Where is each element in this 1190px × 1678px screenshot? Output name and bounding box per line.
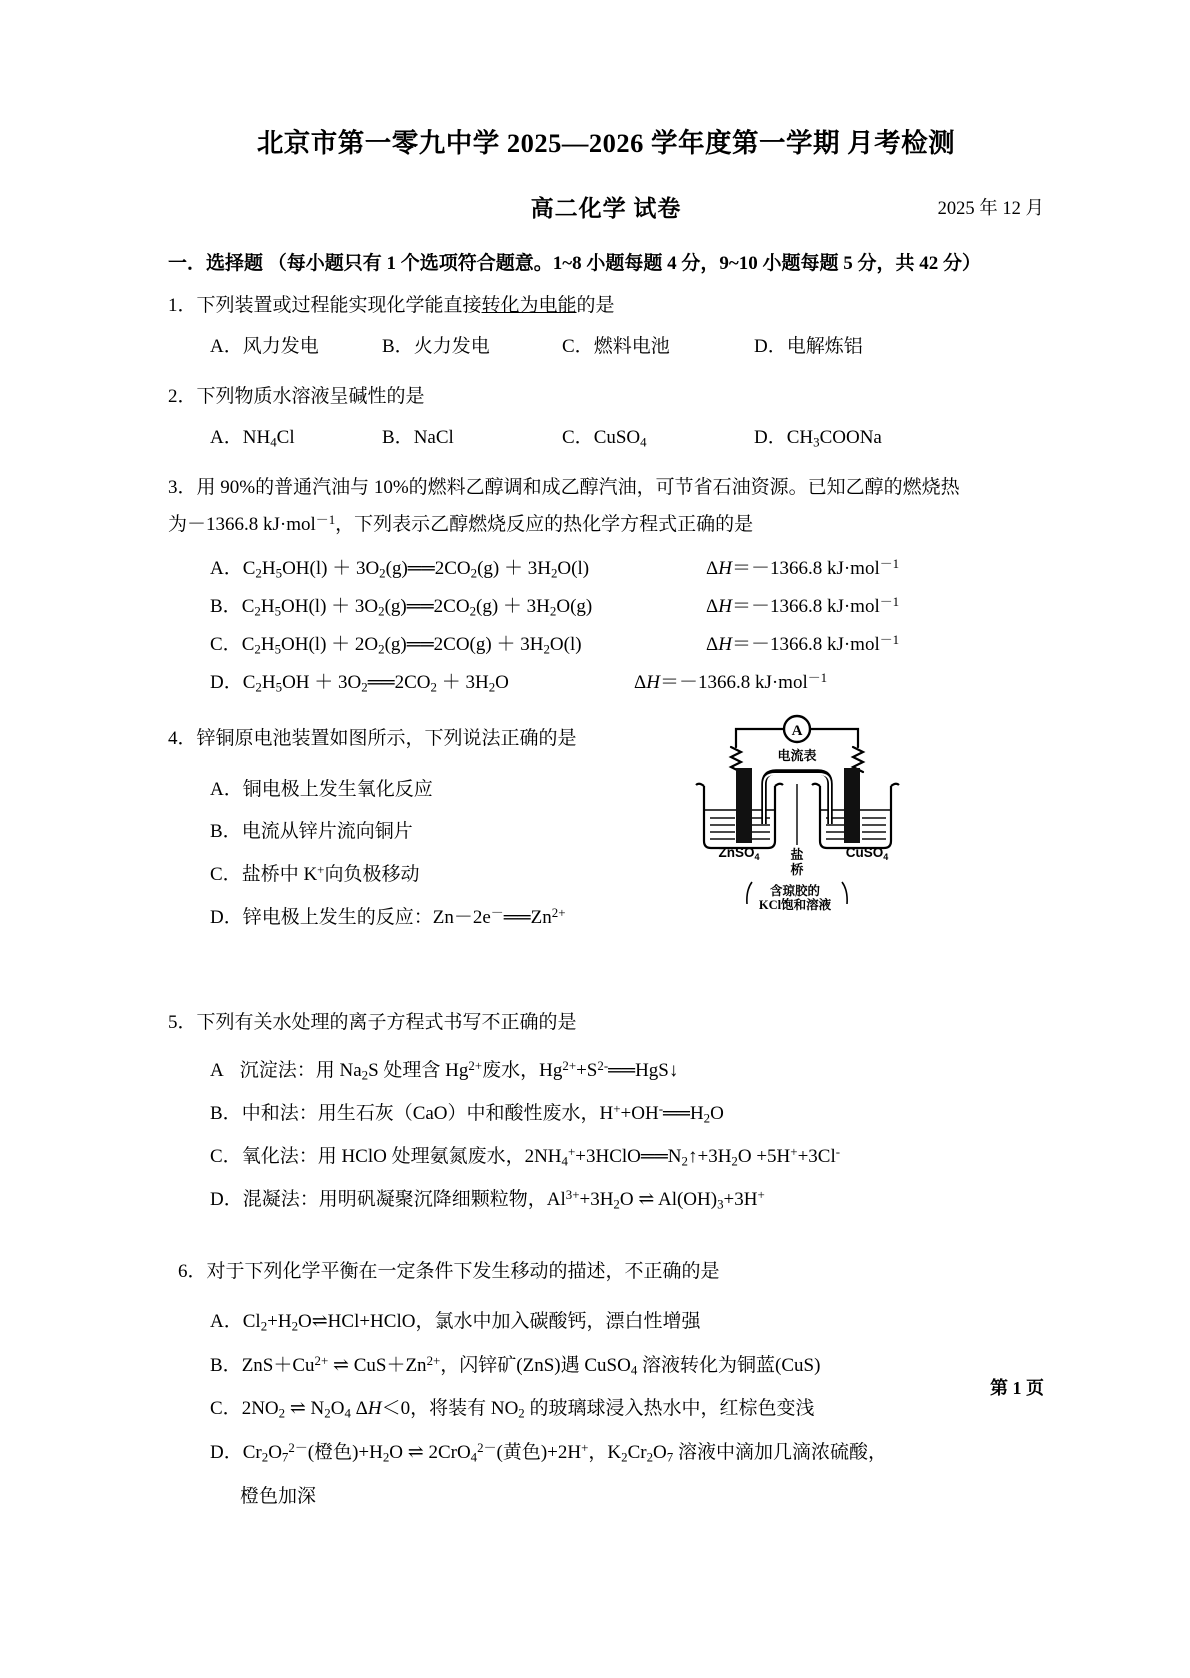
option-6-a-label: A． xyxy=(210,1311,243,1333)
option-6-d-cont xyxy=(240,1475,1044,1519)
page-number: 第 1 页 xyxy=(990,1378,1044,1398)
salt-bridge-caption xyxy=(700,884,890,912)
option-1-b-text: 火力发电 xyxy=(413,335,490,357)
option-3-d-label: D． xyxy=(210,671,243,693)
option-1-c-text: 燃料电池 xyxy=(593,335,670,357)
question-1-stem-underline: 转化为电能 xyxy=(481,294,577,316)
question-6-options xyxy=(210,1300,1044,1518)
question-1-stem-pre: 下列装置或过程能实现化学能直接 xyxy=(196,294,482,316)
left-beaker-label: ZnSO$_4$ xyxy=(718,845,760,862)
option-1-a-label: A． xyxy=(210,335,243,357)
option-1-d-label: D． xyxy=(754,335,787,357)
option-2-c-label: C． xyxy=(562,426,594,448)
option-3-d[interactable]: D．$C_2H_5OH$ ＋ $3O_2══2CO_2 + 3H_2O$ ΔH＝－1366.8 kJ·mol$^{-1}$ xyxy=(210,664,1044,702)
question-6 xyxy=(168,1257,1044,1518)
question-2-stem xyxy=(168,382,1044,413)
option-6-d[interactable]: D．$Cr_2O_7^{2-}$(橙色)$+H_2O$ ⇌ 2CrO$_4^{2-}$(黄色)+2H+，$K_2Cr_2O_7$ 溶液中滴加几滴浓硫酸， xyxy=(210,1440,887,1465)
option-2-a[interactable]: A．$NH_4Cl$ xyxy=(210,426,295,450)
option-3-c-label: C． xyxy=(210,633,242,655)
option-6-c[interactable]: C．$2NO_2$ ⇌ $N_2O_4$ ΔH＜0，将装有 $NO_2$ 的玻璃球浸入热水中，红棕色变浅 xyxy=(210,1398,815,1422)
question-2-options xyxy=(210,423,1044,453)
exam-date: 2025 年 12 月 xyxy=(937,199,1044,220)
right-beaker-label: CuSO$_4$ xyxy=(845,845,889,862)
question-3-line1: 用 90%的普通汽油与 10%的燃料乙醇调和成乙醇汽油，可节省石油资源。已知乙醇的燃烧热 xyxy=(196,477,960,499)
option-2-b[interactable]: B．NaCl xyxy=(382,426,454,448)
option-3-c[interactable]: C．$C_2H_5OH(l)$ ＋ $2O_2(g)══2CO(g) + 3H_2O(l)$ ΔH＝－1366.8 kJ·mol$^{-1}$ xyxy=(210,626,1044,664)
option-6-d-cont-text: 橙色加深 xyxy=(240,1485,317,1507)
question-6-stem xyxy=(178,1257,1044,1288)
ammeter-symbol: A xyxy=(791,723,803,739)
option-1-d-text: 电解炼铝 xyxy=(786,335,863,357)
option-4-b-label: B． xyxy=(210,821,242,843)
option-3-a[interactable]: A．$C_2H_5OH(l)$ ＋ $3O_2(g)══2CO_2(g) + 3H_2O(l)$ ΔH＝－1366.8 kJ·mol$^{-1}$ xyxy=(210,550,1044,588)
option-2-b-label: B． xyxy=(382,426,414,448)
caption-line-1: 含琼胶的 xyxy=(769,884,820,898)
option-4-a-label: A． xyxy=(210,778,243,800)
option-4-b-text: 电流从锌片流向铜片 xyxy=(241,821,413,843)
question-2 xyxy=(168,382,1044,453)
option-6-b[interactable]: B．$ZnS+Cu^{2+}$ ⇌ $CuS+Zn^{2+}$，闪锌矿(ZnS)遇 CuSO$_4$ 溶液转化为铜蓝(CuS) xyxy=(210,1352,821,1378)
option-3-b-dh: ΔH＝－1366.8 kJ·mol$^{-1}$ xyxy=(706,593,900,617)
option-4-a-text: 铜电极上发生氧化反应 xyxy=(242,778,433,800)
option-4-d[interactable]: D．锌电极上发生的反应：$Zn-2e^-══Zn^{2+}$ xyxy=(210,904,566,928)
option-3-a-dh: ΔH＝－1366.8 kJ·mol$^{-1}$ xyxy=(706,555,900,579)
section-heading: 一．选择题 （每小题只有 1 个选项符合题意。1~8 小题每题 4 分，9~10 小题每题 5 分，共 42 分） xyxy=(168,253,982,275)
option-5-b[interactable]: B．中和法：用生石灰（CaO）中和酸性废水，$H^++OH^-══H_2O$ xyxy=(210,1101,724,1126)
question-2-number: 2． xyxy=(168,386,197,408)
caption-line-2: KCl饱和溶液 xyxy=(758,898,832,912)
question-1-stem-post: 的是 xyxy=(576,294,615,316)
option-3-d-dh: ΔH＝－1366.8 kJ·mol$^{-1}$ xyxy=(634,669,828,693)
option-2-a-label: A． xyxy=(210,426,243,448)
option-4-a[interactable] xyxy=(210,769,1044,812)
option-5-b-label: B． xyxy=(210,1103,242,1125)
question-2-stem-text: 下列物质水溶液呈碱性的是 xyxy=(196,386,425,408)
question-1-options xyxy=(210,332,1044,362)
question-4-stem-text: 锌铜原电池装置如图所示，下列说法正确的是 xyxy=(196,727,577,749)
question-6-stem-text: 对于下列化学平衡在一定条件下发生移动的描述，不正确的是 xyxy=(206,1261,720,1283)
option-5-d-label: D． xyxy=(210,1188,243,1210)
option-1-b[interactable] xyxy=(382,332,562,362)
question-6-number: 6． xyxy=(178,1261,207,1283)
subtitle-row xyxy=(168,190,1044,224)
question-3-number: 3． xyxy=(168,477,197,499)
question-1-number: 1． xyxy=(168,294,197,316)
option-6-b-label: B． xyxy=(210,1354,242,1376)
question-3-stem-line1 xyxy=(168,473,1044,504)
question-3 xyxy=(168,473,1044,702)
question-4-number: 4． xyxy=(168,727,197,749)
salt-bridge-label-1: 盐 xyxy=(790,847,804,862)
option-4-c-label: C． xyxy=(210,864,242,886)
option-3-b[interactable]: B．$C_2H_5OH(l)$ ＋ $3O_2(g)══2CO_2(g) + 3H_2O(g)$ ΔH＝－1366.8 kJ·mol$^{-1}$ xyxy=(210,588,1044,626)
question-5 xyxy=(168,1008,1044,1222)
option-1-a-text: 风力发电 xyxy=(242,335,319,357)
question-5-stem-text: 下列有关水处理的离子方程式书写不正确的是 xyxy=(196,1011,577,1033)
option-2-d[interactable]: D．$CH_3COONa$ xyxy=(754,426,882,450)
option-2-c[interactable]: C．CuSO$_4$ xyxy=(562,426,647,450)
option-5-c[interactable]: C．氧化法：用 HClO 处理氨氮废水，$2NH_4^++3HClO══N_2↑+3H_2O +5H^++3Cl^-$ xyxy=(210,1144,841,1169)
question-4-options xyxy=(210,769,1044,940)
page-title: 北京市第一零九中学 2025—2026 学年度第一学期 月考检测 xyxy=(256,128,956,158)
option-5-a[interactable]: A 沉淀法：用 $Na_2S$ 处理含 $Hg^{2+}$废水，$Hg^{2+}+S^{2-}══HgS↓$ xyxy=(210,1058,679,1083)
question-5-options xyxy=(210,1050,1044,1221)
question-3-stem-line2: 为－1366.8 kJ·mol$^{-1}$，下列表示乙醇燃烧反应的热化学方程式正确的是 xyxy=(168,512,754,536)
option-6-c-label: C． xyxy=(210,1398,242,1420)
salt-bridge-label-2: 桥 xyxy=(790,862,804,877)
question-5-stem xyxy=(168,1008,1044,1039)
option-1-a[interactable] xyxy=(210,332,382,362)
option-6-a[interactable]: A．$Cl_2+H_2O\rightleftharpoons HCl+HClO$，氯水中加入碳酸钙，漂白性增强 xyxy=(210,1311,701,1334)
option-3-b-label: B． xyxy=(210,595,242,617)
option-3-c-dh: ΔH＝－1366.8 kJ·mol$^{-1}$ xyxy=(706,631,900,655)
option-4-d-label: D． xyxy=(210,906,243,928)
option-5-c-label: C． xyxy=(210,1145,242,1167)
question-4-stem xyxy=(168,724,1044,755)
option-5-d[interactable]: D．混凝法：用明矾凝聚沉降细颗粒物，$Al^{3+}+3H_2O$ ⇌ $Al(OH)_3+3H^+$ xyxy=(210,1186,765,1212)
option-6-d-label: D． xyxy=(210,1442,243,1464)
subject-title: 高二化学 试卷 xyxy=(530,196,682,222)
option-3-a-label: A． xyxy=(210,557,243,579)
page-content xyxy=(168,0,1044,1519)
option-2-d-label: D． xyxy=(754,426,787,448)
option-1-b-label: B． xyxy=(382,335,414,357)
option-4-c[interactable]: C．盐桥中 K+向负极移动 xyxy=(210,862,420,886)
galvanic-cell-figure xyxy=(690,712,905,912)
option-1-c[interactable] xyxy=(562,332,754,362)
option-4-b[interactable] xyxy=(210,811,1044,854)
option-5-a-label: A xyxy=(210,1060,224,1082)
question-3-options xyxy=(210,550,1044,702)
question-5-number: 5． xyxy=(168,1011,197,1033)
ammeter-label: 电流表 xyxy=(777,748,817,763)
question-1-stem xyxy=(168,291,1044,322)
question-4 xyxy=(168,724,1044,940)
option-1-d[interactable] xyxy=(754,332,863,362)
question-1 xyxy=(168,291,1044,362)
option-1-c-label: C． xyxy=(562,335,594,357)
